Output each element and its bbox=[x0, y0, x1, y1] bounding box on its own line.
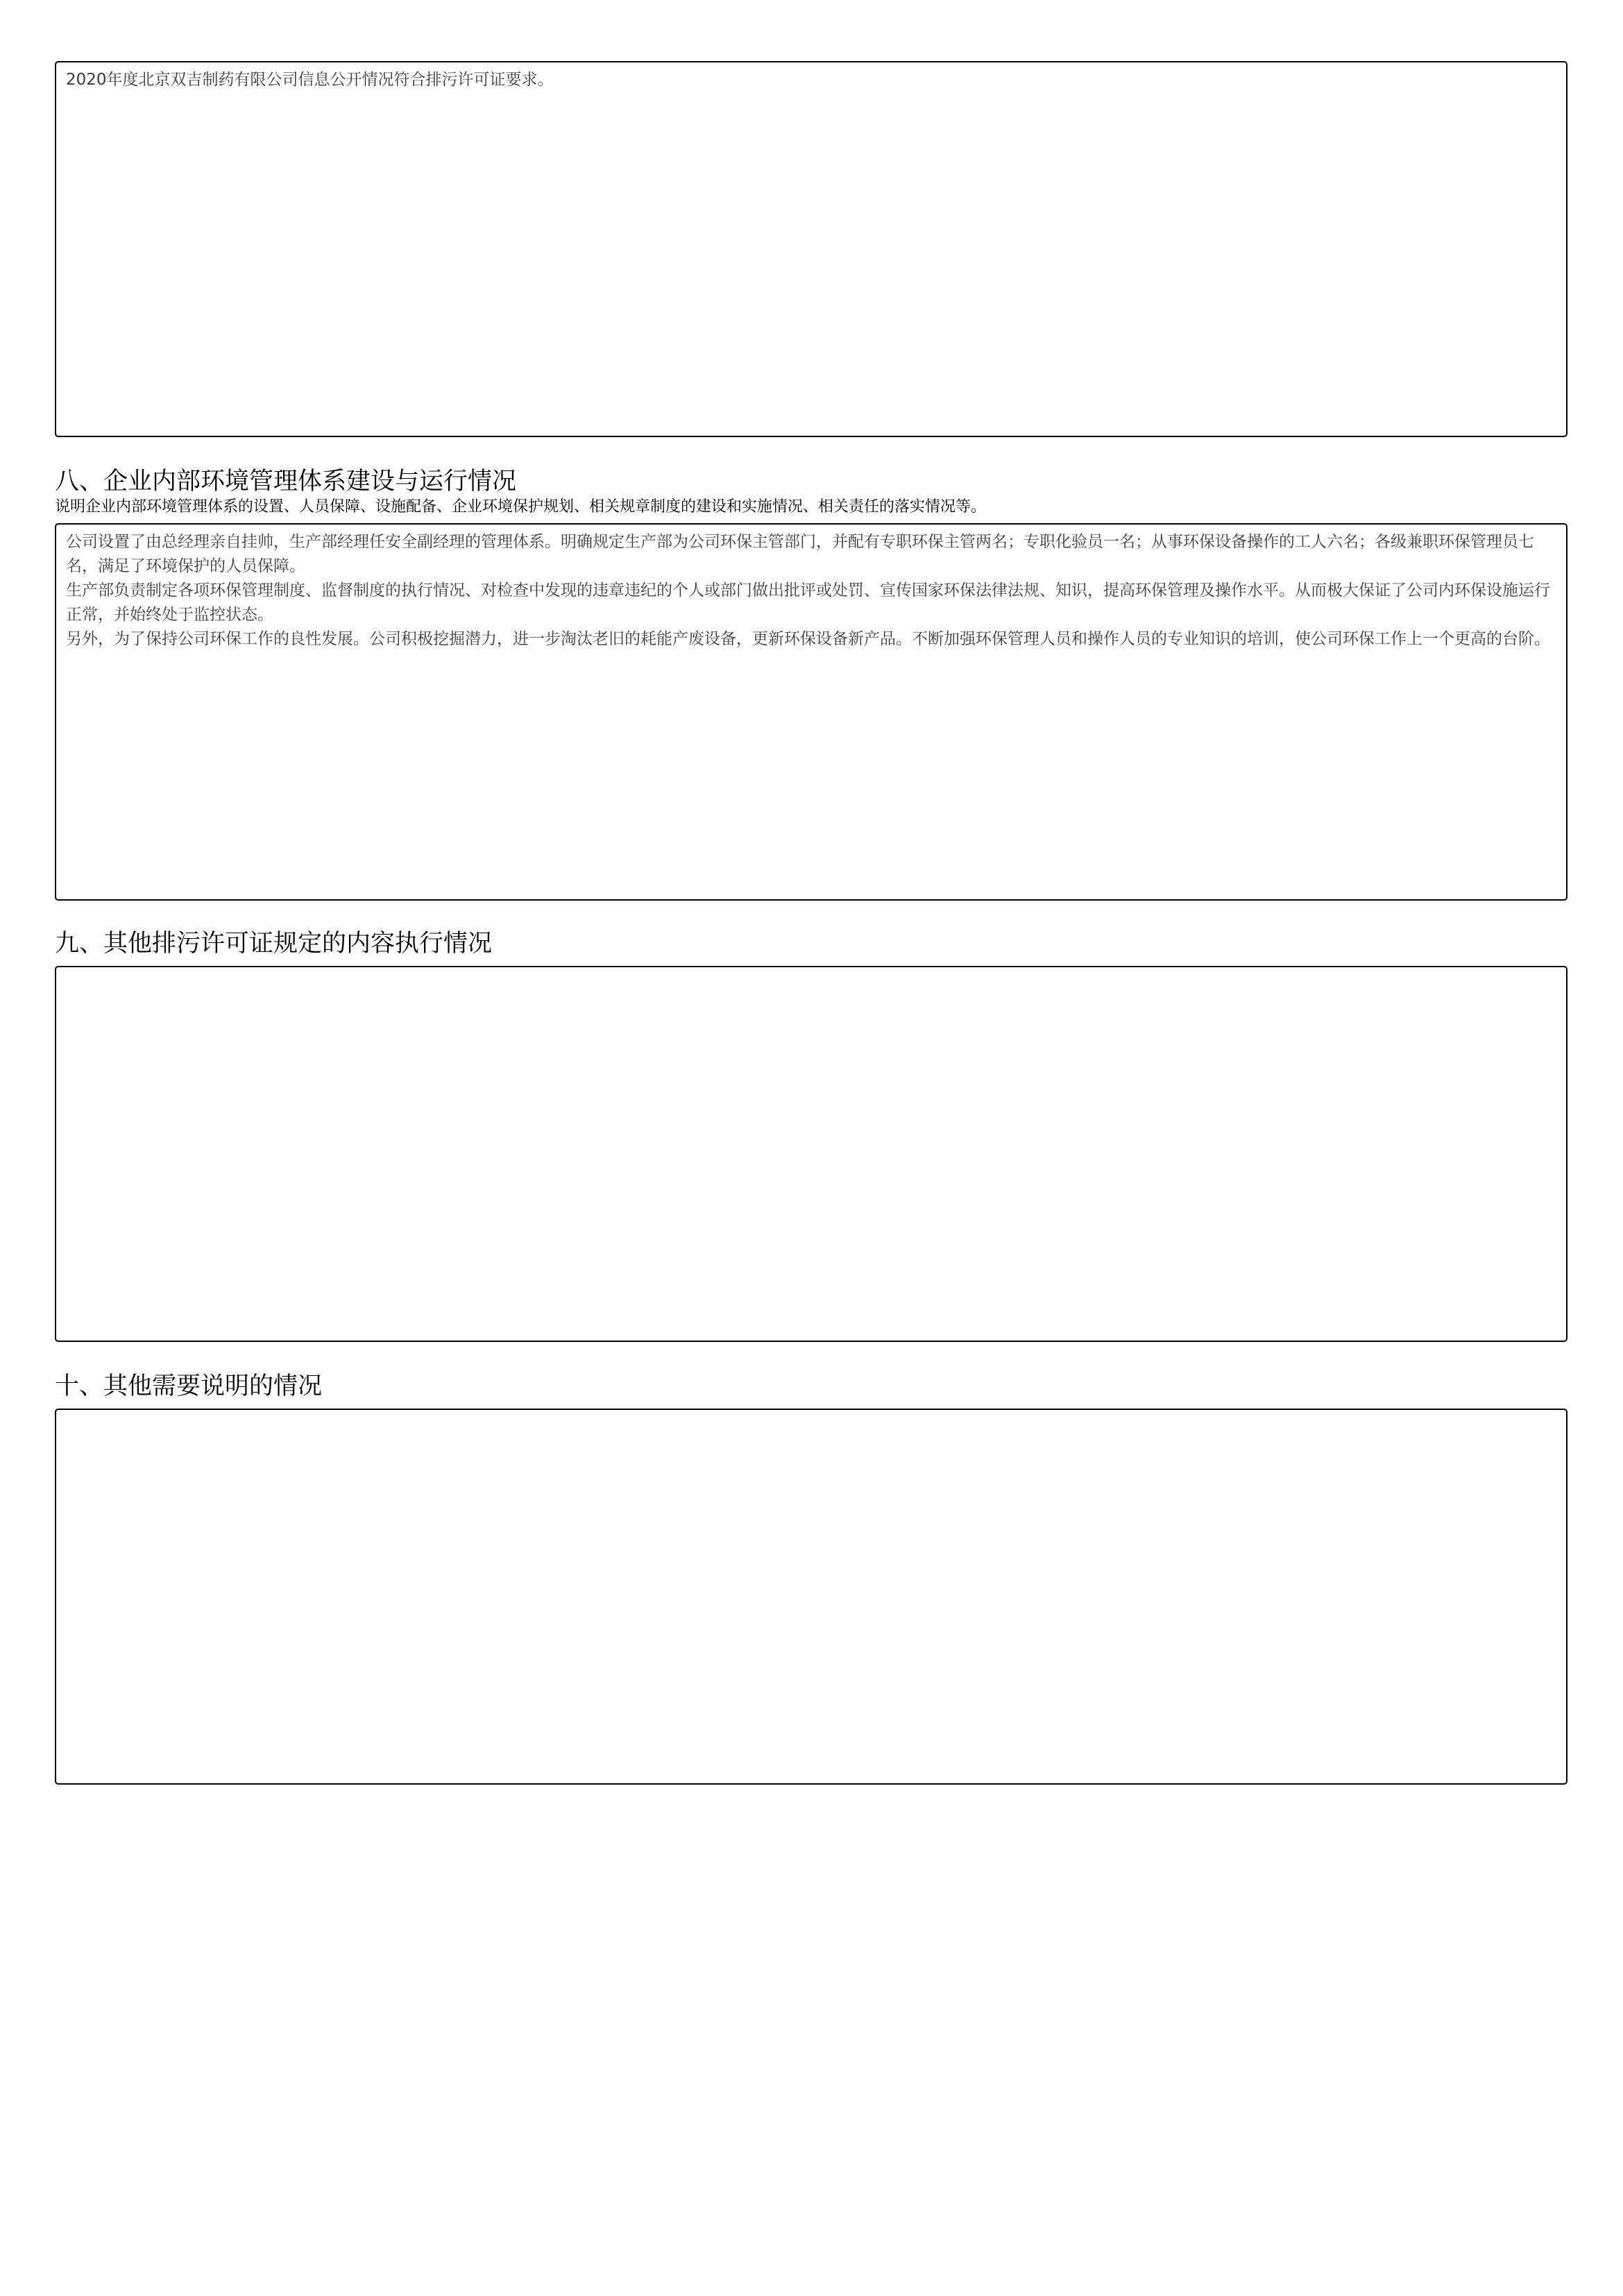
section-8-instruction: 说明企业内部环境管理体系的设置、人员保障、设施配备、企业环境保护规划、相关规章制度的建设和实施情况、相关责任的落实情况等。 bbox=[55, 498, 987, 516]
section-7-content-box bbox=[55, 61, 1567, 437]
section-10-heading: 十、其他需要说明的情况 bbox=[55, 1372, 323, 1400]
section-8-paragraph-3: 另外，为了保持公司环保工作的良性发展。公司积极挖掘潜力，进一步淘汰老旧的耗能产废设备，更新环保设备新产品。不断加强环保管理人员和操作人员的专业知识的培训，使公司环保工作上一个更高的台阶。 bbox=[66, 630, 1550, 648]
section-8-paragraph-1: 公司设置了由总经理亲自挂帅，生产部经理任安全副经理的管理体系。明确规定生产部为公司环保主管部门，并配有专职环保主管两名；专职化验员一名；从事环保设备操作的工人六名；各级兼职环保管理员七名，满足了环境保护的人员保障。 bbox=[66, 533, 1534, 575]
section-8-text-area bbox=[56, 525, 1566, 652]
section-7-text: 2020年度北京双吉制药有限公司信息公开情况符合排污许可证要求。 bbox=[66, 71, 554, 89]
section-8-paragraph-2: 生产部负责制定各项环保管理制度、监督制度的执行情况、对检查中发现的违章违纪的个人或部门做出批评或处罚、宣传国家环保法律法规、知识，提高环保管理及操作水平。从而极大保证了公司内环保设施运行正常，并始终处于监控状态。 bbox=[66, 581, 1550, 624]
section-7-text-area bbox=[56, 62, 1566, 92]
section-10-content-box bbox=[55, 1409, 1567, 1785]
section-9-content-box bbox=[55, 966, 1567, 1342]
section-9-heading: 九、其他排污许可证规定的内容执行情况 bbox=[55, 930, 493, 958]
section-8-content-box bbox=[55, 523, 1567, 901]
section-8-heading: 八、企业内部环境管理体系建设与运行情况 bbox=[55, 468, 517, 495]
